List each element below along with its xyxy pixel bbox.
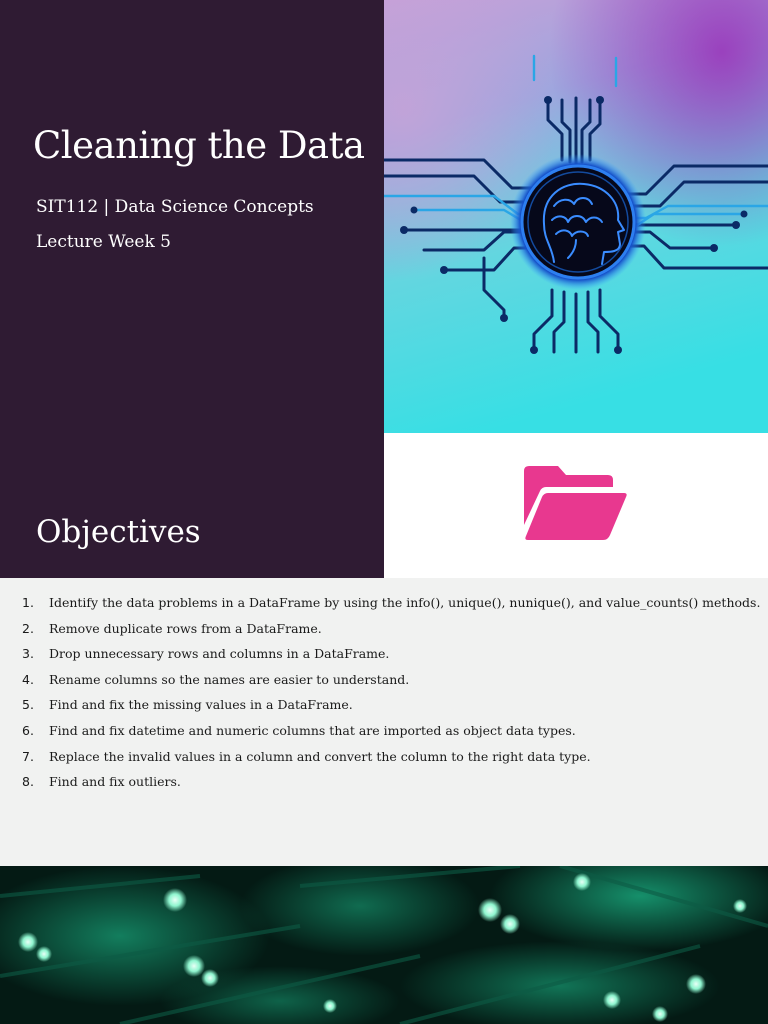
title-panel xyxy=(0,0,384,578)
circuit-board-illustration xyxy=(0,866,768,1024)
objective-item xyxy=(0,621,768,647)
lecture-week: Lecture Week 5 xyxy=(36,232,171,252)
folder-open-icon xyxy=(520,463,630,543)
objectives-list-area xyxy=(0,578,768,866)
objective-number: 3. xyxy=(22,646,34,662)
brain-circuit-illustration xyxy=(384,0,768,433)
objective-number: 6. xyxy=(22,722,34,738)
objective-item xyxy=(0,646,768,672)
objective-text: Find and fix the missing values in a DataFrame. xyxy=(49,697,353,713)
objective-item xyxy=(0,723,768,749)
circuit-board-photo xyxy=(0,866,768,1024)
objective-item xyxy=(0,749,768,775)
folder-tile xyxy=(384,433,768,578)
objective-item xyxy=(0,774,768,800)
objective-item xyxy=(0,697,768,723)
objectives-heading: Objectives xyxy=(36,514,201,550)
objective-text: Find and fix outliers. xyxy=(49,774,181,790)
page-title: Cleaning the Data xyxy=(33,124,365,167)
objective-number: 2. xyxy=(22,620,34,636)
objective-text: Find and fix datetime and numeric columns that are imported as object data types. xyxy=(49,722,576,738)
objective-text: Replace the invalid values in a column and convert the column to the right data type. xyxy=(49,748,591,764)
objective-number: 5. xyxy=(22,697,34,713)
objective-text: Rename columns so the names are easier to understand. xyxy=(49,671,410,687)
objective-number: 4. xyxy=(22,671,34,687)
objectives-list xyxy=(0,595,768,800)
course-subtitle: SIT112 | Data Science Concepts xyxy=(36,197,314,217)
objective-text: Identify the data problems in a DataFrame by using the info(), unique(), nunique(), and value_counts() methods. xyxy=(49,595,761,610)
hero-image xyxy=(384,0,768,433)
objective-item xyxy=(0,672,768,698)
objective-number: 1. xyxy=(22,595,34,610)
objective-item xyxy=(0,595,768,621)
objective-text: Remove duplicate rows from a DataFrame. xyxy=(49,620,322,636)
objective-number: 8. xyxy=(22,774,34,790)
objective-text: Drop unnecessary rows and columns in a DataFrame. xyxy=(49,646,390,662)
objective-number: 7. xyxy=(22,748,34,764)
